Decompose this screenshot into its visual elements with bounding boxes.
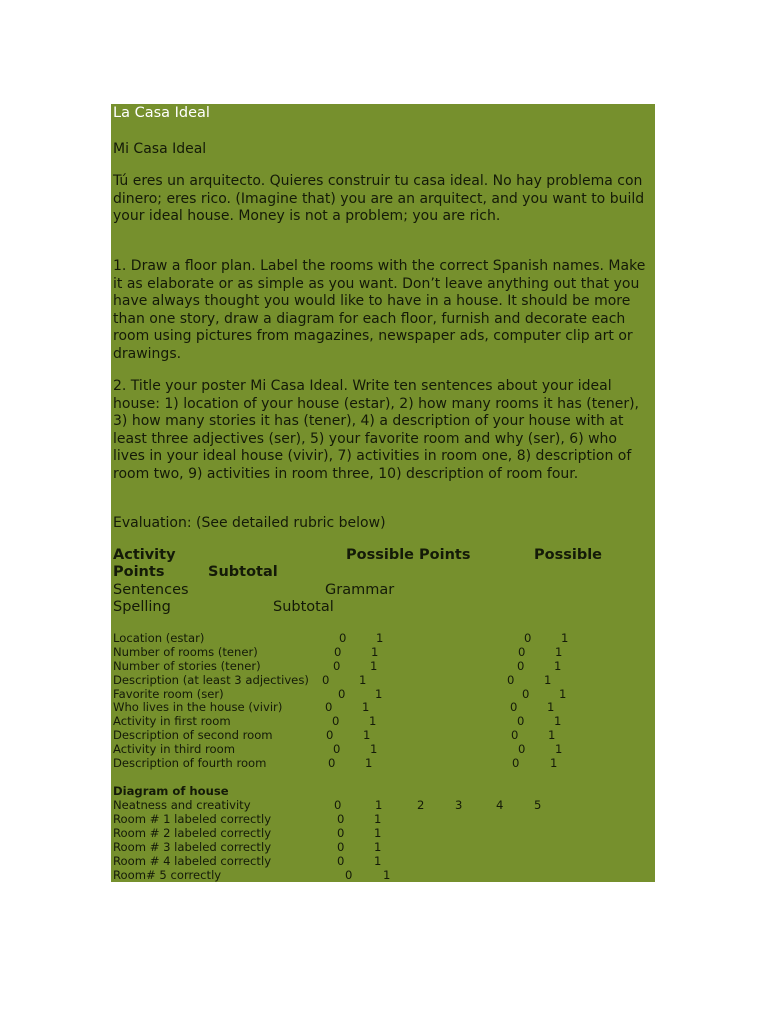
score-one: 1: [544, 673, 552, 687]
score-row-label: Description (at least 3 adjectives): [113, 673, 309, 687]
neatness-score: 4: [496, 798, 504, 812]
score-one: 1: [375, 687, 383, 701]
score-one: 1: [370, 742, 378, 756]
score-zero: 0: [334, 645, 342, 659]
score-zero: 0: [337, 854, 345, 868]
neatness-score: 0: [334, 798, 342, 812]
score-zero: 0: [512, 756, 520, 770]
rubric-subtotal-label: Subtotal: [273, 599, 334, 615]
score-one: 1: [554, 659, 562, 673]
score-one: 1: [559, 687, 567, 701]
score-zero: 0: [517, 659, 525, 673]
score-row-label: Activity in third room: [113, 742, 236, 756]
room-row-label: Room # 4 labeled correctly: [113, 854, 272, 868]
rubric-points-header: Points: [113, 564, 165, 580]
document-subtitle: Mi Casa Ideal: [113, 141, 207, 157]
rubric-sentences-label: Sentences: [113, 582, 189, 598]
score-zero: 0: [518, 742, 526, 756]
score-one: 1: [363, 728, 371, 742]
score-row-label: Activity in first room: [113, 714, 231, 728]
intro-paragraph: Tú eres un arquitecto. Quieres construir tu casa ideal. No hay problema con dinero; eres rico. (Imagine that) you are an arquitect, and you want to build your ideal house. Money is not a problem; you are rich.: [113, 173, 645, 225]
neatness-score: 2: [417, 798, 425, 812]
room-row-label: Room # 1 labeled correctly: [113, 812, 272, 826]
score-one: 1: [359, 673, 367, 687]
score-zero: 0: [337, 826, 345, 840]
score-zero: 0: [326, 728, 334, 742]
room-row-label: Room# 5 correctly: [113, 868, 222, 882]
score-zero: 0: [518, 645, 526, 659]
neatness-score: 5: [534, 798, 542, 812]
score-zero: 0: [322, 673, 330, 687]
score-row-label: Description of second room: [113, 728, 273, 742]
score-zero: 0: [339, 631, 347, 645]
step-two-paragraph: 2. Title your poster Mi Casa Ideal. Write ten sentences about your ideal house: 1) location of your house (estar), 2) how many rooms it has (tener), 3) how many stories it has (tener), 4) a description of your house with at least three adjectives (ser), 5) your favorite room and why (ser), 6) who lives in your ideal house (vivir), 7) activities in room one, 8) description of room two, 9) activities in room three, 10) description of room four.: [113, 378, 639, 482]
score-one: 1: [365, 756, 373, 770]
score-one: 1: [548, 728, 556, 742]
score-zero: 0: [332, 714, 340, 728]
score-zero: 0: [507, 673, 515, 687]
rubric-activity-header: Activity: [113, 547, 176, 563]
rubric-possible-points-header: Possible Points: [346, 547, 471, 563]
rubric-spelling-label: Spelling: [113, 599, 171, 615]
score-zero: 0: [522, 687, 530, 701]
score-one: 1: [547, 700, 555, 714]
score-one: 1: [362, 700, 370, 714]
score-row-label: Description of fourth room: [113, 756, 267, 770]
score-one: 1: [554, 714, 562, 728]
score-one: 1: [374, 826, 382, 840]
score-one: 1: [374, 854, 382, 868]
score-zero: 0: [524, 631, 532, 645]
score-row-label: Number of stories (tener): [113, 659, 261, 673]
score-one: 1: [371, 645, 379, 659]
score-row-label: Number of rooms (tener): [113, 645, 258, 659]
score-zero: 0: [333, 659, 341, 673]
room-row-label: Room # 3 labeled correctly: [113, 840, 272, 854]
score-zero: 0: [328, 756, 336, 770]
score-one: 1: [370, 659, 378, 673]
document-title: La Casa Ideal: [113, 105, 210, 121]
diagram-heading: Diagram of house: [113, 784, 229, 798]
score-zero: 0: [338, 687, 346, 701]
score-row-label: Who lives in the house (vivir): [113, 700, 283, 714]
score-zero: 0: [337, 812, 345, 826]
score-zero: 0: [325, 700, 333, 714]
score-zero: 0: [345, 868, 353, 882]
score-one: 1: [383, 868, 391, 882]
evaluation-line: Evaluation: (See detailed rubric below): [113, 515, 386, 531]
score-zero: 0: [510, 700, 518, 714]
score-zero: 0: [517, 714, 525, 728]
neatness-score: 1: [375, 798, 383, 812]
rubric-possible-header: Possible: [534, 547, 603, 563]
score-one: 1: [555, 742, 563, 756]
score-zero: 0: [337, 840, 345, 854]
score-one: 1: [550, 756, 558, 770]
score-one: 1: [555, 645, 563, 659]
room-row-label: Room # 2 labeled correctly: [113, 826, 272, 840]
score-zero: 0: [333, 742, 341, 756]
rubric-subtotal-header: Subtotal: [208, 564, 278, 580]
score-one: 1: [374, 840, 382, 854]
neatness-score: 3: [455, 798, 463, 812]
score-one: 1: [369, 714, 377, 728]
score-one: 1: [374, 812, 382, 826]
step-one-paragraph: 1. Draw a floor plan. Label the rooms with the correct Spanish names. Make it as elaborate or as simple as you want. Don’t leave anything out that you have always thought you would like to have in a house. It should be more than one story, draw a diagram for each floor, furnish and decorate each room using pictures from magazines, newspaper ads, computer clip art or drawings.: [113, 258, 646, 362]
score-one: 1: [561, 631, 569, 645]
neatness-label: Neatness and creativity: [113, 798, 251, 812]
score-row-label: Location (estar): [113, 631, 205, 645]
rubric-grammar-label: Grammar: [325, 582, 395, 598]
score-one: 1: [376, 631, 384, 645]
score-row-label: Favorite room (ser): [113, 687, 224, 701]
score-zero: 0: [511, 728, 519, 742]
